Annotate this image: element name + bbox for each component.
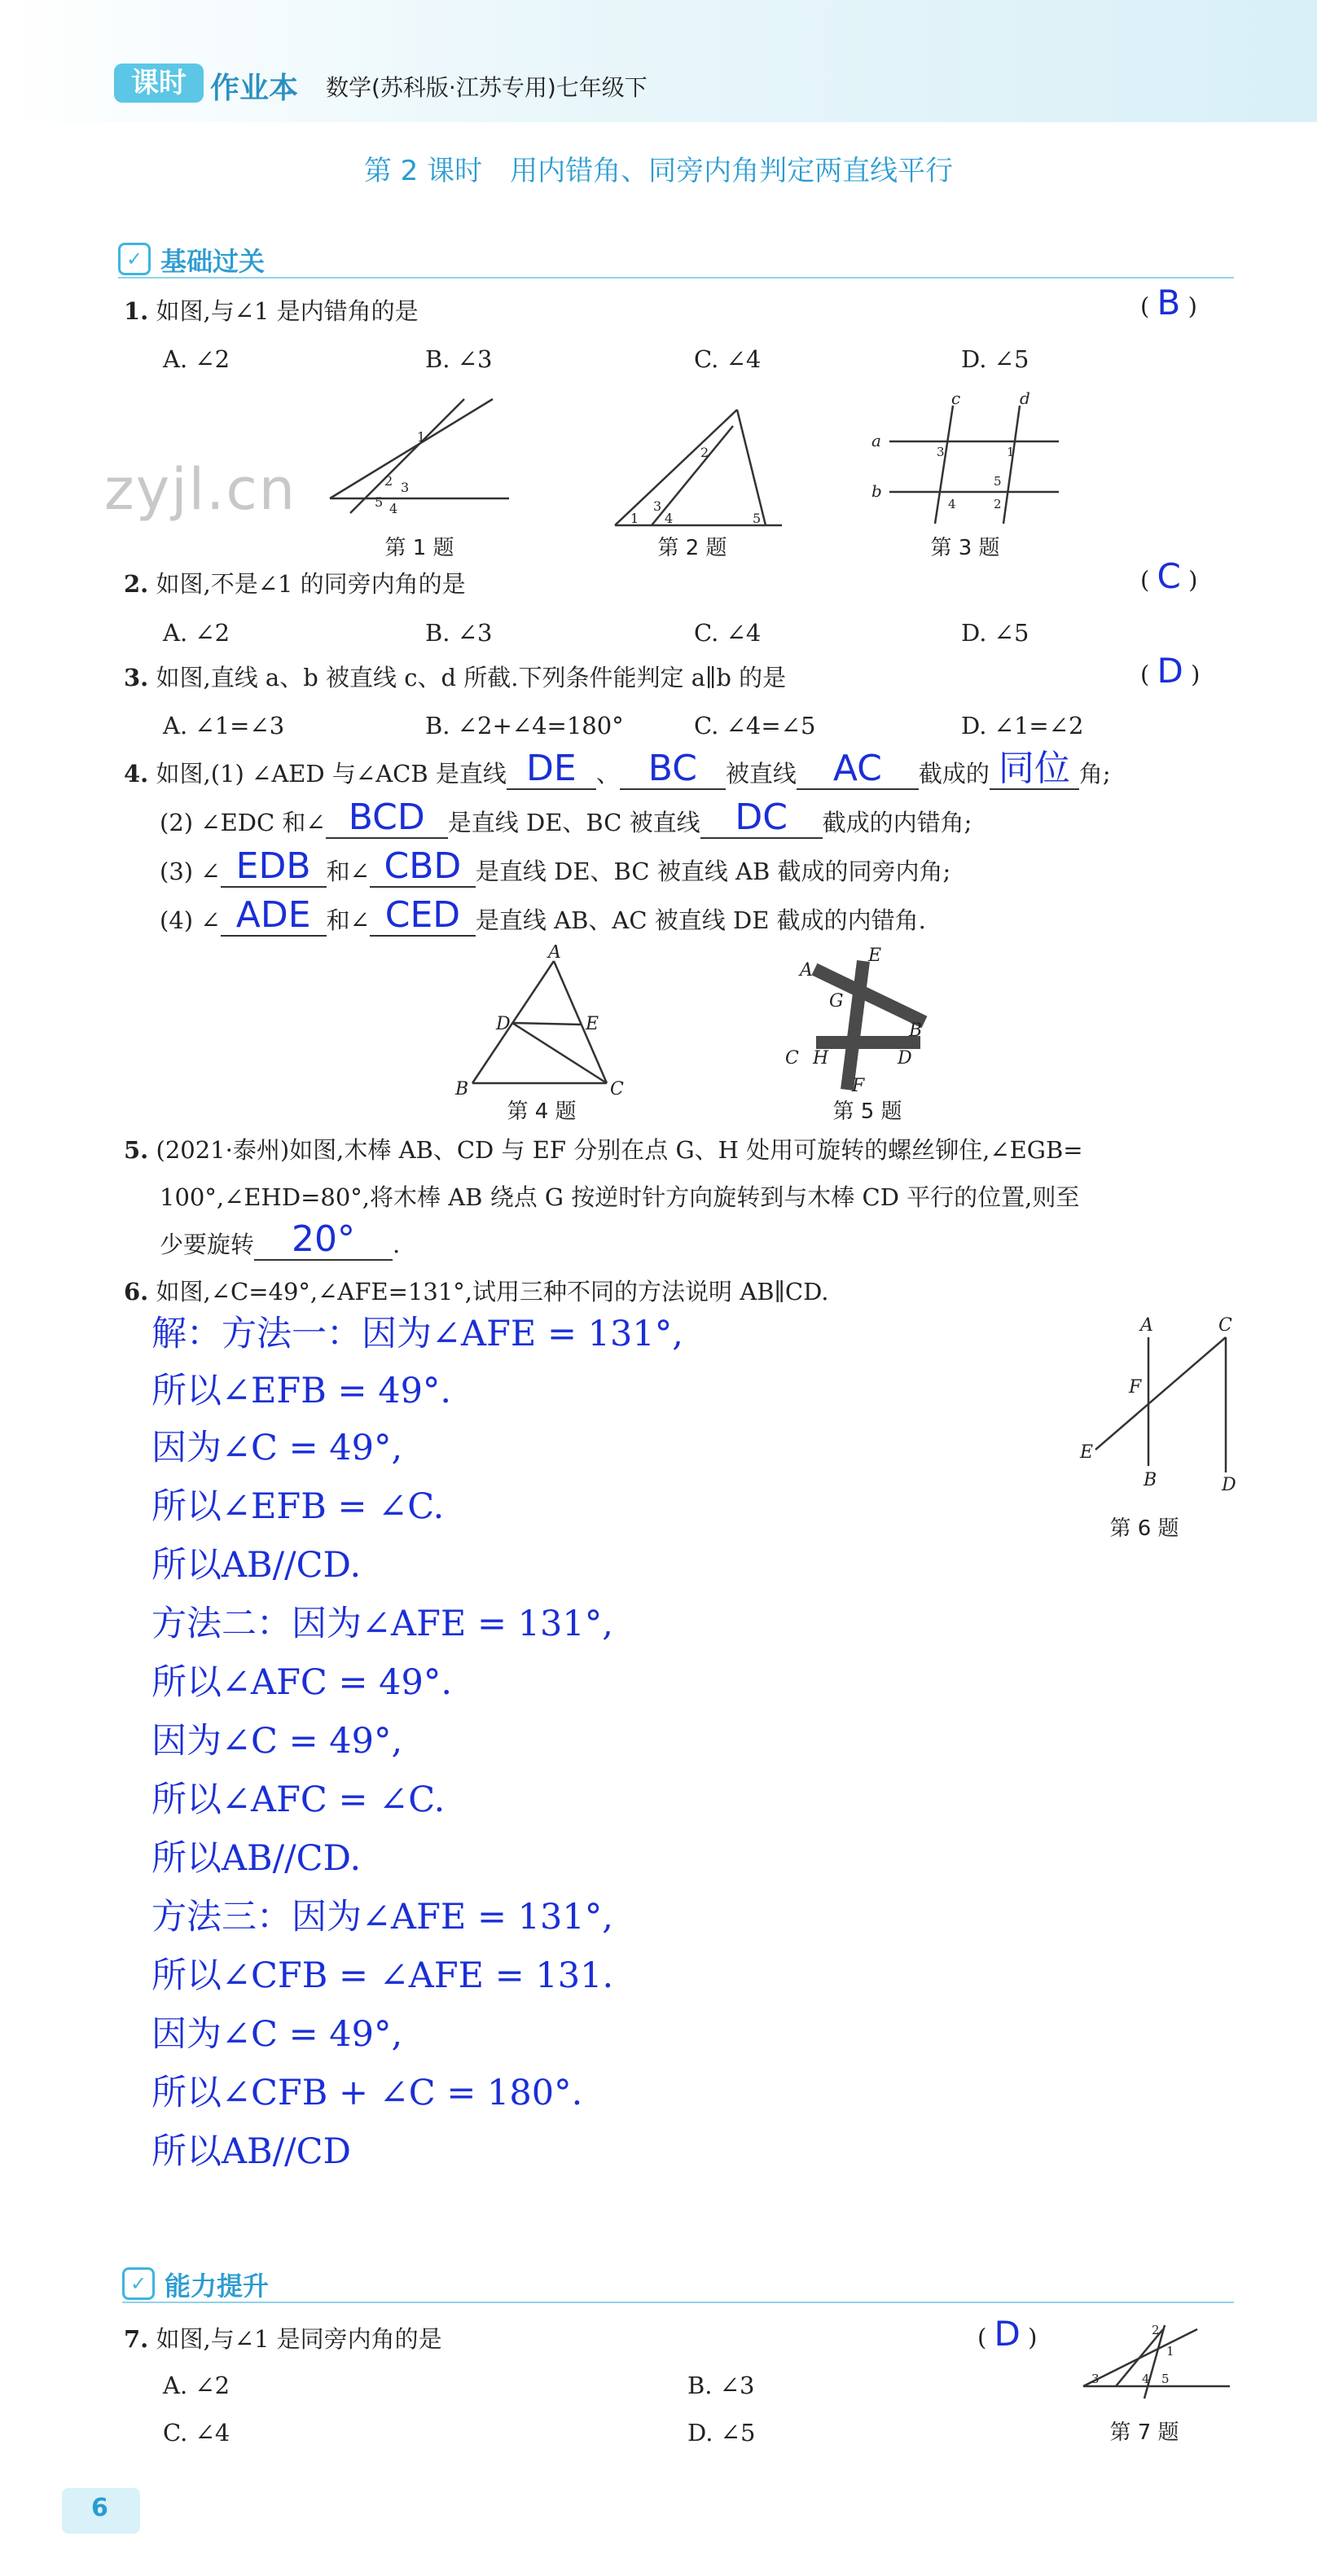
- logo-badge: 课时: [114, 64, 204, 103]
- fig1-label: 5: [375, 494, 384, 510]
- solution-line: 所以AB//CD.: [151, 1838, 362, 1879]
- fig2-label: 2: [700, 445, 709, 460]
- fig6-label: B: [1144, 1470, 1157, 1490]
- fig6-label: D: [1222, 1475, 1236, 1495]
- check-icon: ✓: [118, 243, 151, 275]
- fig3-label: 3: [937, 445, 945, 459]
- q7-option-b: B. ∠3: [687, 2372, 755, 2399]
- solution-line: 所以∠AFC = 49°.: [151, 1662, 453, 1703]
- q7-option-d: D. ∠5: [687, 2419, 756, 2447]
- fig6-label: E: [1080, 1442, 1094, 1463]
- figure-5: [782, 945, 961, 1099]
- blank-4-4: 同位: [990, 756, 1079, 790]
- fig2-caption: 第 2 题: [657, 536, 727, 560]
- section-title: 能力提升: [165, 2271, 270, 2302]
- fig5-label: F: [852, 1076, 865, 1096]
- fig2-label: 1: [630, 511, 639, 526]
- blank-4-1: DE: [507, 756, 596, 790]
- q1-option-d: D. ∠5: [961, 345, 1029, 373]
- fig4-label: A: [548, 945, 561, 963]
- answer-3: D: [1157, 651, 1183, 691]
- fig7-label: 4: [1142, 2372, 1150, 2386]
- blank-4-3: AC: [797, 756, 919, 790]
- question-4-line-2: (2) ∠EDC 和∠ BCD 是直线 DE、BC 被直线 DC 截成的内错角;: [160, 796, 972, 838]
- section-title: 基础过关: [160, 246, 266, 277]
- question-4-line-4: (4) ∠ ADE 和∠ CED 是直线 AB、AC 被直线 DE 截成的内错角.: [160, 894, 926, 936]
- fig3-label: 4: [948, 497, 956, 511]
- fig5-label: H: [813, 1048, 829, 1069]
- fig7-label: 5: [1161, 2372, 1170, 2386]
- fig7-caption: 第 7 题: [1109, 2420, 1179, 2445]
- question-5-line-2: 100°,∠EHD=80°,将木棒 AB 绕点 G 按逆时针方向旋转到与木棒 CD 平行的位置,则至: [160, 1183, 1080, 1211]
- answer-2: C: [1157, 556, 1181, 596]
- answer-paren-3: ( D ): [1140, 651, 1201, 691]
- answer-1: B: [1157, 283, 1181, 323]
- q2-option-a: A. ∠2: [163, 619, 230, 647]
- fig1-label: 4: [389, 501, 398, 516]
- section-advanced: [122, 2266, 1234, 2302]
- section-divider: [122, 2302, 1234, 2303]
- solution-line: 因为∠C = 49°,: [151, 2014, 403, 2055]
- fig6-label: A: [1140, 1315, 1153, 1336]
- fig2-label: 4: [665, 511, 674, 526]
- blank-4-5: BCD: [326, 805, 448, 839]
- solution-line: 所以∠CFB + ∠C = 180°.: [151, 2073, 583, 2113]
- fig6-label: C: [1218, 1315, 1232, 1336]
- section-basic: [118, 241, 1234, 277]
- fig4-caption: 第 4 题: [507, 1099, 577, 1124]
- solution-line: 因为∠C = 49°,: [151, 1428, 403, 1468]
- header-band: [0, 0, 1317, 122]
- answer-paren-1: ( B ): [1140, 283, 1197, 323]
- figure-6: [1059, 1311, 1246, 1507]
- fig1-label: 3: [401, 480, 410, 495]
- blank-4-6: DC: [700, 805, 823, 839]
- solution-line: 所以∠CFB = ∠AFE = 131.: [151, 1955, 614, 1996]
- q3-option-a: A. ∠1=∠3: [163, 712, 285, 739]
- q3-option-b: B. ∠2+∠4=180°: [425, 712, 624, 739]
- solution-line: 方法二：因为∠AFE = 131°,: [151, 1604, 613, 1644]
- fig2-label: 5: [753, 511, 762, 526]
- fig5-label: B: [909, 1020, 923, 1041]
- fig5-label: E: [868, 946, 882, 966]
- fig7-label: 2: [1152, 2323, 1160, 2337]
- fig1-caption: 第 1 题: [384, 536, 454, 560]
- solution-line: 所以∠EFB = 49°.: [151, 1371, 452, 1411]
- question-4-line-1: 4. 如图,(1) ∠AED 与∠ACB 是直线 DE 、 BC 被直线 AC 截成的 同位 角;: [124, 748, 1111, 789]
- fig5-caption: 第 5 题: [832, 1099, 902, 1124]
- answer-paren-7: ( D ): [977, 2314, 1038, 2354]
- q2-option-b: B. ∠3: [425, 619, 493, 647]
- blank-4-8: CBD: [370, 854, 476, 888]
- solution-line: 所以AB//CD.: [151, 1545, 362, 1586]
- solution-line: 解：方法一：因为∠AFE = 131°,: [151, 1314, 683, 1354]
- question-5-line-1: 5. (2021·泰州)如图,木棒 AB、CD 与 EF 分别在点 G、H 处用可旋转的螺丝铆住,∠EGB=: [124, 1136, 1083, 1164]
- fig6-caption: 第 6 题: [1109, 1516, 1179, 1541]
- blank-4-2: BC: [620, 756, 726, 790]
- figure-4: [444, 945, 631, 1099]
- solution-line: 方法三：因为∠AFE = 131°,: [151, 1897, 613, 1937]
- solution-line: 所以∠AFC = ∠C.: [151, 1780, 446, 1820]
- answer-7: D: [994, 2314, 1021, 2354]
- check-icon: ✓: [122, 2267, 155, 2300]
- question-2: 2. 如图,不是∠1 的同旁内角的是: [124, 570, 466, 598]
- blank-4-9: ADE: [221, 902, 327, 937]
- fig4-label: E: [586, 1014, 599, 1034]
- blank-4-10: CED: [370, 902, 476, 937]
- fig5-label: G: [829, 991, 844, 1012]
- fig3-label: 1: [1007, 445, 1015, 459]
- q1-option-a: A. ∠2: [163, 345, 230, 373]
- question-6: 6. 如图,∠C=49°,∠AFE=131°,试用三种不同的方法说明 AB∥CD.: [124, 1278, 829, 1306]
- q1-option-b: B. ∠3: [425, 345, 493, 373]
- q2-option-c: C. ∠4: [694, 619, 762, 647]
- blank-4-7: EDB: [221, 854, 327, 888]
- solution-line: 所以∠EFB = ∠C.: [151, 1486, 445, 1527]
- question-3: 3. 如图,直线 a、b 被直线 c、d 所截.下列条件能判定 a∥b 的是: [124, 664, 787, 691]
- fig5-label: D: [898, 1048, 912, 1069]
- subject-label: 数学(苏科版·江苏专用)七年级下: [326, 74, 648, 101]
- question-7: 7. 如图,与∠1 是同旁内角的是: [124, 2325, 442, 2353]
- blank-5: 20°: [254, 1227, 393, 1261]
- q3-option-c: C. ∠4=∠5: [694, 712, 816, 739]
- fig7-label: 1: [1166, 2344, 1174, 2359]
- q7-option-a: A. ∠2: [163, 2372, 230, 2399]
- solution-line: 所以AB//CD: [151, 2131, 352, 2172]
- q3-option-d: D. ∠1=∠2: [961, 712, 1084, 739]
- lesson-title: 第 2 课时 用内错角、同旁内角判定两直线平行: [363, 155, 954, 187]
- answer-paren-2: ( C ): [1140, 556, 1198, 596]
- fig1-label: 1: [417, 429, 426, 445]
- watermark: zyjl.cn: [104, 456, 297, 523]
- fig4-label: B: [455, 1079, 469, 1099]
- q7-option-c: C. ∠4: [163, 2419, 230, 2447]
- fig5-label: A: [800, 960, 813, 981]
- fig3-label: 5: [994, 474, 1002, 489]
- figure-7: [1067, 2321, 1238, 2411]
- fig4-label: C: [610, 1079, 624, 1099]
- fig2-label: 3: [653, 498, 662, 514]
- fig3-label: c: [951, 389, 961, 408]
- fig3-label: 2: [994, 497, 1002, 511]
- section-divider: [118, 277, 1234, 279]
- fig3-label: b: [871, 481, 882, 501]
- fig3-label: d: [1020, 389, 1030, 408]
- question-5-line-3: 少要旋转 20° .: [160, 1218, 401, 1260]
- fig3-caption: 第 3 题: [930, 536, 1000, 560]
- solution-line: 因为∠C = 49°,: [151, 1721, 403, 1762]
- question-1: 1. 如图,与∠1 是内错角的是: [124, 297, 419, 325]
- fig1-label: 2: [384, 473, 393, 489]
- figure-3: [863, 389, 1067, 528]
- figure-2: [603, 403, 790, 533]
- page-number: 6: [91, 2494, 108, 2522]
- question-4-line-3: (3) ∠ EDB 和∠ CBD 是直线 DE、BC 被直线 AB 截成的同旁内角;: [160, 845, 951, 887]
- q1-option-c: C. ∠4: [694, 345, 762, 373]
- fig3-label: a: [871, 431, 881, 450]
- fig5-label: C: [785, 1048, 799, 1069]
- q2-option-d: D. ∠5: [961, 619, 1029, 647]
- fig6-label: F: [1129, 1377, 1142, 1398]
- fig4-label: D: [496, 1014, 511, 1034]
- figure-1: [318, 383, 521, 529]
- fig7-label: 3: [1091, 2372, 1100, 2386]
- book-name: 作业本: [210, 72, 299, 105]
